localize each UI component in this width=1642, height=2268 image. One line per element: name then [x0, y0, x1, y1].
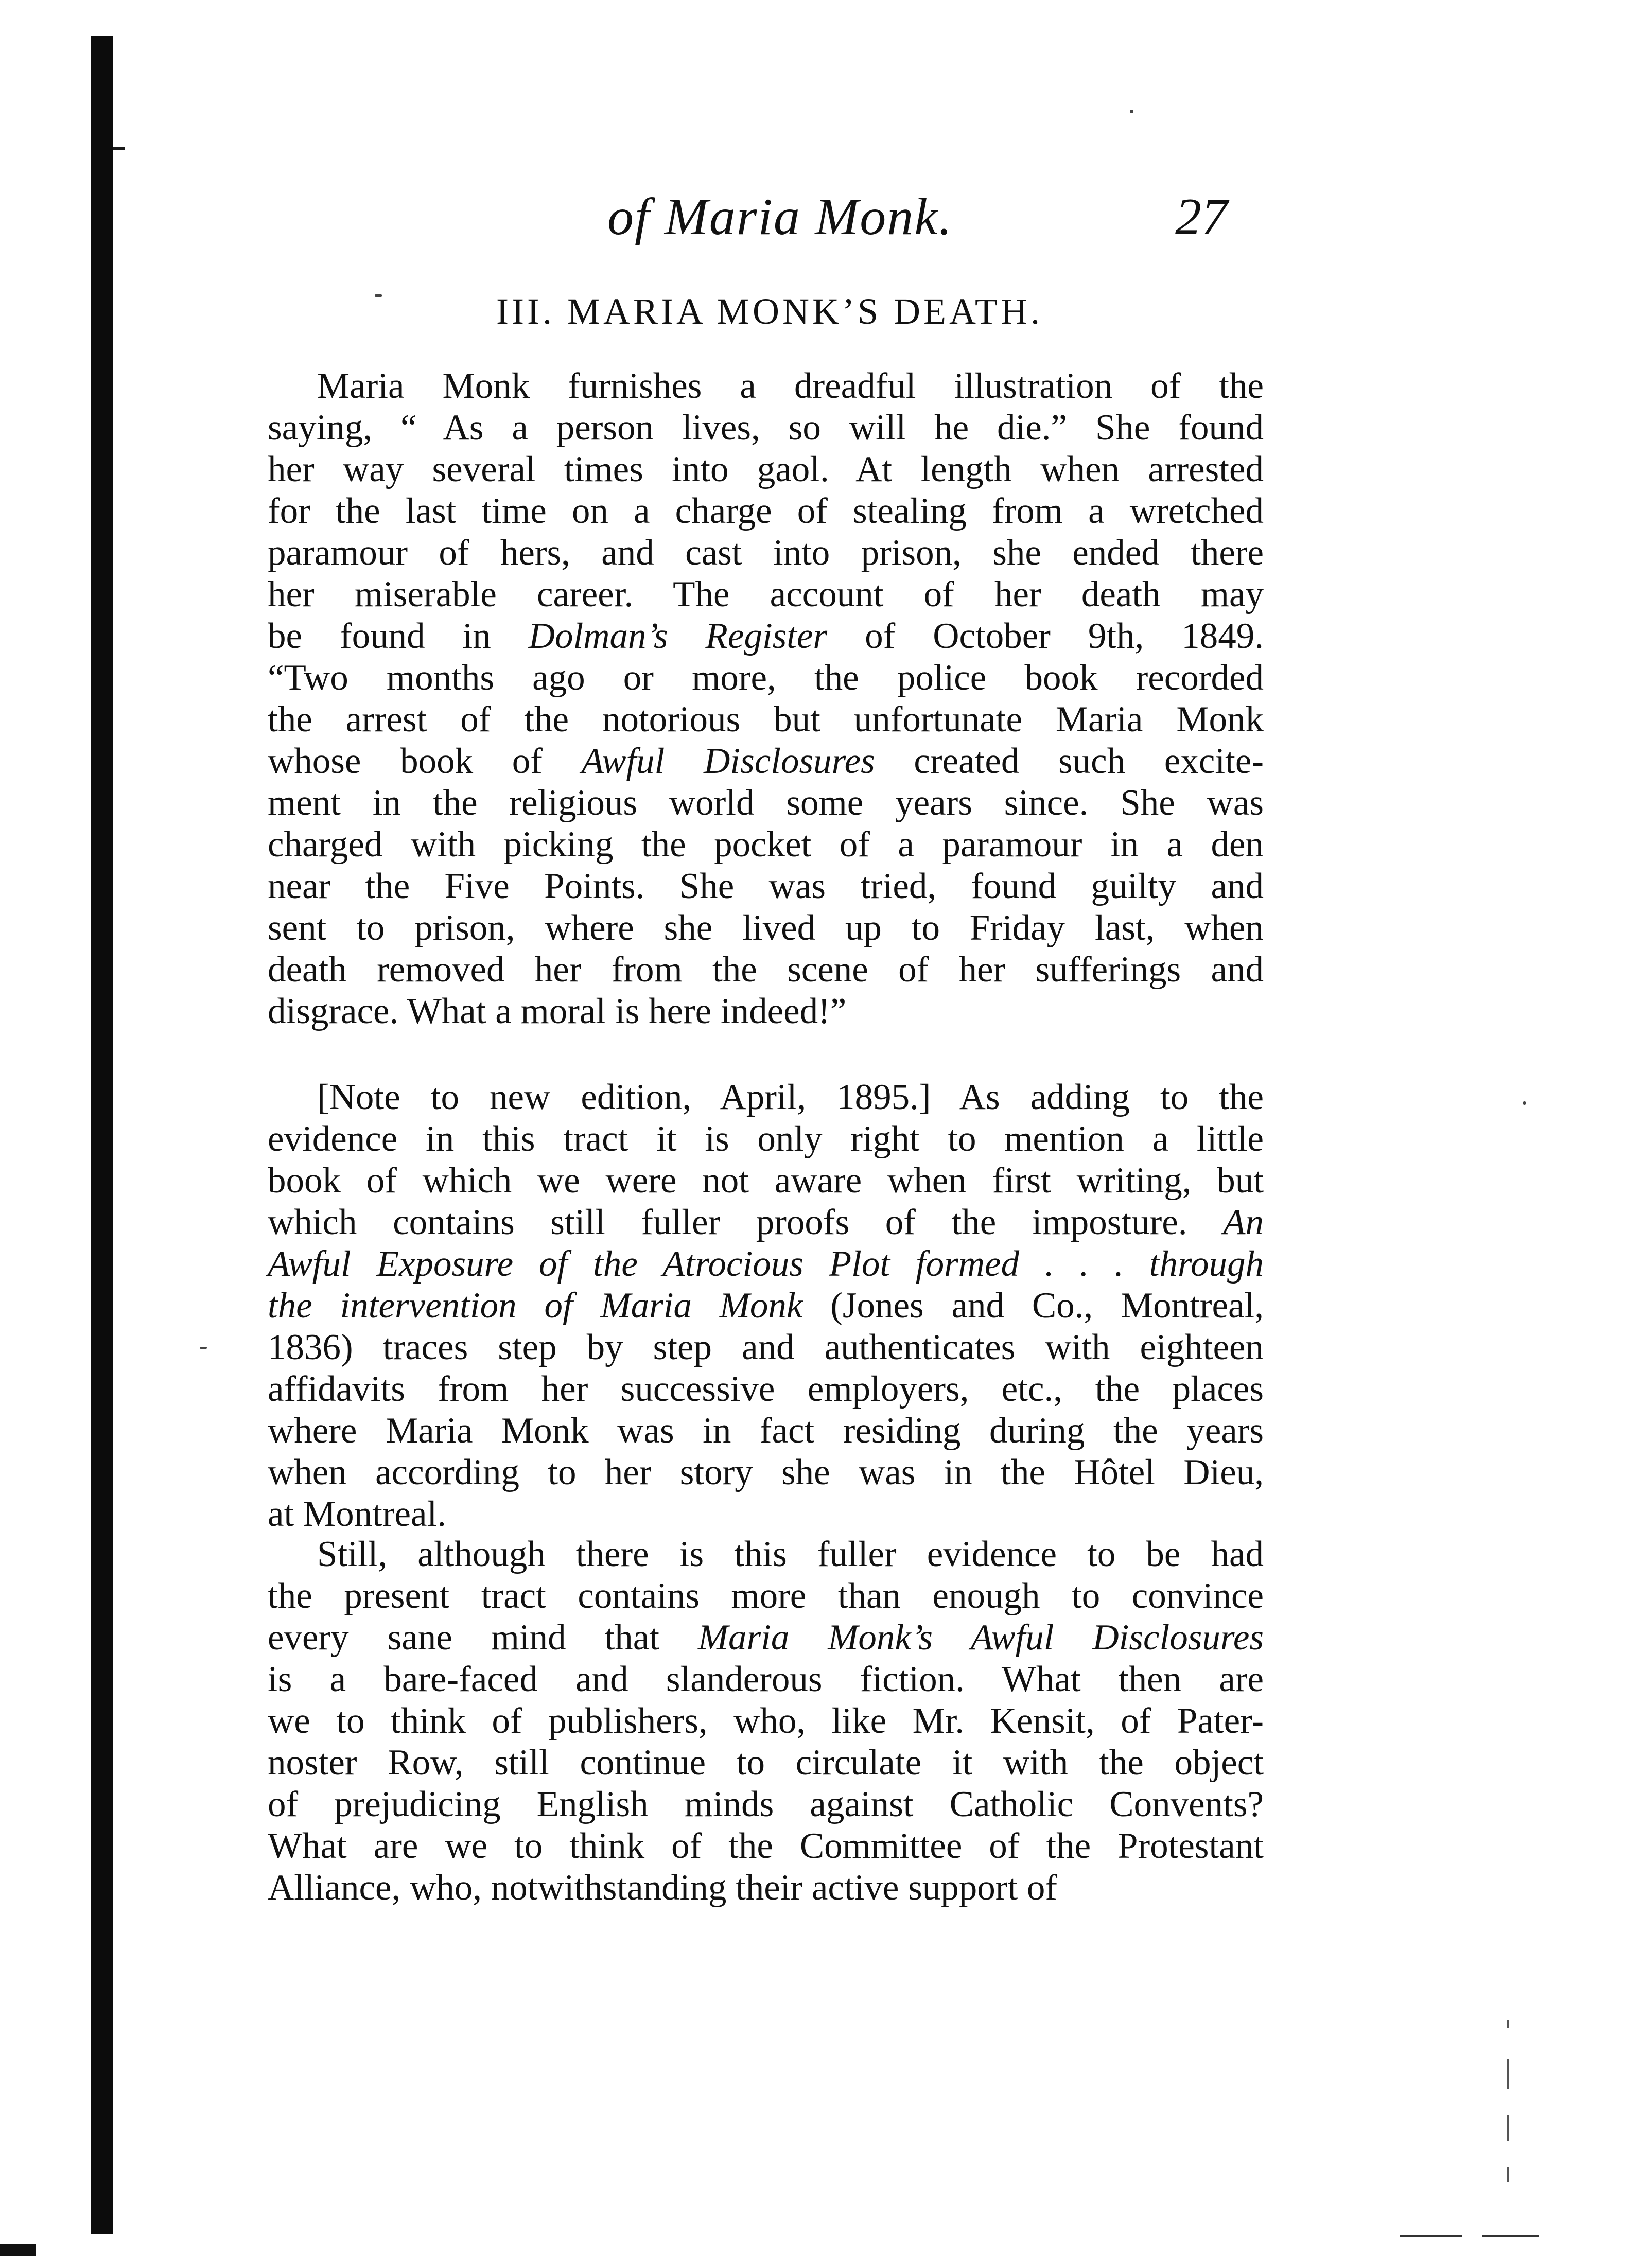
line-text: noster Row, still continue to circulate it with the object [268, 1743, 1264, 1783]
text-line [268, 1410, 1264, 1452]
section-heading: III. MARIA MONK’S DEATH. [496, 291, 1043, 332]
text-line [268, 949, 1264, 991]
line-text: death removed her from the scene of her sufferings and [268, 950, 1264, 990]
line-text: saying, “ As a person lives, so will he die.” She found [268, 408, 1264, 448]
text-line [268, 1825, 1264, 1867]
line-text: paramour of hers, and cast into prison, she ended there [268, 533, 1264, 573]
line-text: her way several times into gaol. At length when arrested [268, 449, 1264, 489]
text-line [268, 574, 1264, 616]
line-text: every sane mind that [268, 1618, 698, 1658]
text-line [268, 490, 1264, 532]
ink-speck [1523, 1101, 1526, 1105]
edge-dash-mark [1507, 2115, 1509, 2141]
text-line [268, 1118, 1264, 1160]
text-line [268, 907, 1264, 949]
italic-title: Maria Monk’s Awful Disclosures [697, 1618, 1264, 1658]
line-text: is a bare-faced and slanderous fiction. What then are [268, 1659, 1264, 1699]
text-line [268, 1784, 1264, 1825]
text-line [268, 1575, 1264, 1617]
line-text: the arrest of the notorious but unfortunate Maria Monk [268, 699, 1264, 740]
text-line [268, 449, 1264, 490]
text-line [268, 407, 1264, 449]
line-text: when according to her story she was in the Hôtel Dieu, [268, 1452, 1264, 1492]
line-text: “Two months ago or more, the police book recorded [268, 658, 1264, 698]
text-line [268, 657, 1264, 699]
text-line [268, 1327, 1264, 1368]
line-text: affidavits from her successive employers, etc., the places [268, 1369, 1264, 1409]
text-line [268, 1202, 1264, 1243]
paragraph-2 [268, 1077, 1264, 1535]
line-text: Maria Monk furnishes a dreadful illustration of the [317, 366, 1264, 406]
line-text: created such excite- [875, 741, 1264, 781]
text-line [268, 532, 1264, 574]
line-text: (Jones and Co., Montreal, [802, 1286, 1264, 1326]
text-line [268, 1617, 1264, 1659]
line-text: we to think of publishers, who, like Mr. Kensit, of Pater- [268, 1701, 1264, 1741]
line-text: where Maria Monk was in fact residing during the years [268, 1411, 1264, 1451]
line-text: be found in [268, 616, 529, 656]
line-text: ment in the religious world some years since. She was [268, 783, 1264, 823]
italic-title: Awful Exposure of the Atrocious Plot formed . . . through [268, 1244, 1264, 1284]
italic-title: An [1223, 1202, 1264, 1242]
bottom-dash-mark [1400, 2235, 1462, 2237]
paragraph-1 [268, 365, 1264, 1032]
line-text: the present tract contains more than enough to convince [268, 1576, 1264, 1616]
running-head [268, 186, 1287, 248]
text-line [268, 1742, 1264, 1784]
line-text: book of which we were not aware when first writing, but [268, 1161, 1264, 1201]
edge-dash-mark [1507, 2020, 1509, 2028]
text-line [268, 1243, 1264, 1285]
text-line [268, 699, 1264, 741]
line-text: whose book of [268, 741, 582, 781]
scan-corner-mark [0, 2244, 36, 2256]
text-line [268, 782, 1264, 824]
page-number: 27 [1175, 188, 1228, 246]
ink-speck [200, 1347, 207, 1349]
line-text: near the Five Points. She was tried, found guilty and [268, 866, 1264, 906]
line-text: Still, although there is this fuller evidence to be had [317, 1534, 1264, 1574]
line-text: charged with picking the pocket of a paramour in a den [268, 824, 1264, 865]
running-title: of Maria Monk. [607, 188, 953, 246]
line-text: for the last time on a charge of stealing from a wretched [268, 491, 1264, 531]
text-line [268, 824, 1264, 866]
text-line [268, 866, 1264, 907]
text-line [268, 616, 1264, 657]
ink-speck [1130, 110, 1133, 113]
edge-dash-mark [1507, 2059, 1509, 2089]
line-text: sent to prison, where she lived up to Friday last, when [268, 908, 1264, 948]
line-text: which contains still fuller proofs of the imposture. [268, 1202, 1224, 1242]
text-line [268, 1285, 1264, 1327]
line-text: What are we to think of the Committee of the Protestant [268, 1826, 1264, 1866]
bottom-dash-mark [1482, 2235, 1539, 2237]
italic-title: Dolman’s Register [528, 616, 828, 656]
line-text: of prejudicing English minds against Catholic Convents? [268, 1784, 1264, 1824]
text-line [268, 1160, 1264, 1202]
text-line [268, 1452, 1264, 1493]
text-line [268, 1534, 1264, 1575]
line-text: of October 9th, 1849. [827, 616, 1264, 656]
line-text: [Note to new edition, April, 1895.] As adding to the [317, 1077, 1264, 1117]
line-text: disgrace. What a moral is here indeed!” [268, 991, 847, 1031]
text-line [268, 1493, 1264, 1535]
binding-edge [91, 36, 113, 2234]
paragraph-3 [268, 1534, 1264, 1909]
text-line [268, 365, 1264, 407]
text-line [268, 991, 1264, 1032]
line-text: 1836) traces step by step and authenticates with eighteen [268, 1327, 1264, 1367]
text-line [268, 1700, 1264, 1742]
line-text: Alliance, who, notwithstanding their active support of [268, 1868, 1058, 1908]
italic-title: the intervention of Maria Monk [268, 1286, 803, 1326]
text-line [268, 741, 1264, 782]
line-text: her miserable career. The account of her death may [268, 574, 1264, 614]
line-text: evidence in this tract it is only right to mention a little [268, 1119, 1264, 1159]
line-text: at Montreal. [268, 1494, 446, 1534]
edge-dash-mark [1507, 2167, 1509, 2182]
binding-tick-mark [113, 147, 125, 150]
text-line [268, 1867, 1264, 1909]
text-line [268, 1368, 1264, 1410]
text-line [268, 1659, 1264, 1700]
text-line [268, 1077, 1264, 1118]
italic-title: Awful Disclosures [581, 741, 875, 781]
